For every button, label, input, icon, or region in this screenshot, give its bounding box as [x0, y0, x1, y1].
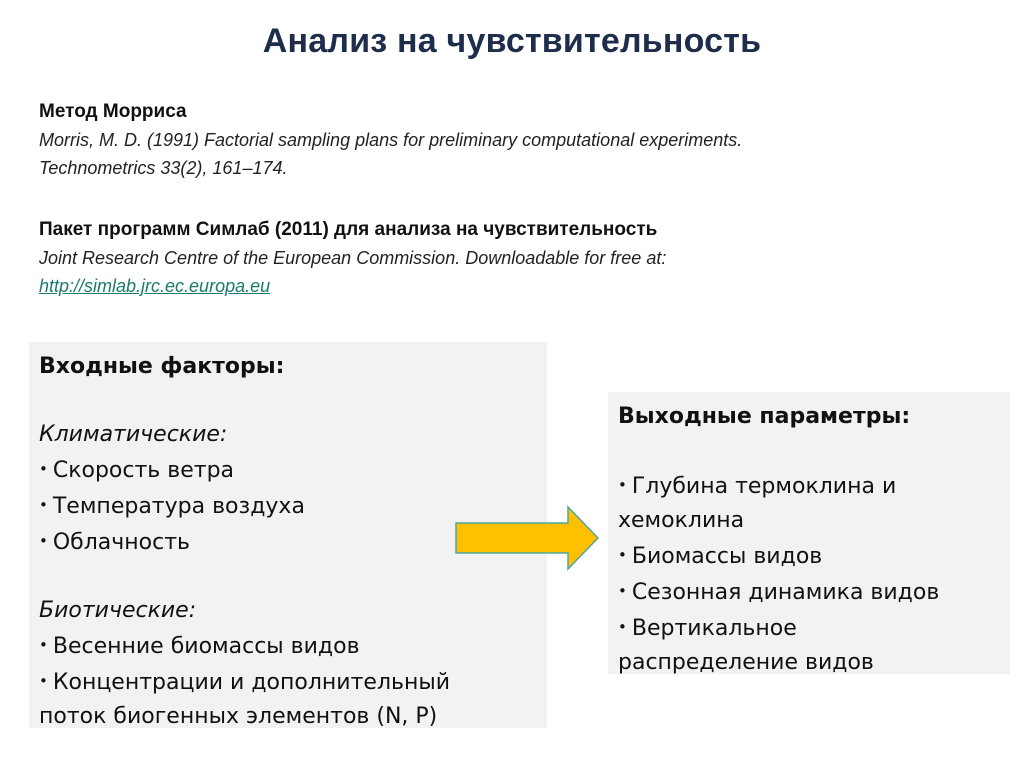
bullet-icon: •: [39, 496, 48, 514]
slide-title: Анализ на чувствительность: [262, 22, 762, 60]
output-parameters-heading: Выходные параметры:: [618, 404, 911, 429]
list-item: • Скорость ветра: [39, 458, 235, 483]
list-item-continuation: поток биогенных элементов (N, P): [39, 704, 438, 729]
morris-citation-line-1: Morris, M. D. (1991) Factorial sampling plans for preliminary computational experiments.: [39, 130, 743, 150]
bullet-icon: •: [618, 618, 627, 636]
simlab-link[interactable]: http://simlab.jrc.ec.europa.eu: [39, 276, 271, 296]
output-parameters-box: [608, 392, 1010, 674]
list-item: • Облачность: [39, 530, 191, 555]
morris-heading: Метод Морриса: [39, 101, 187, 122]
list-item: • Температура воздуха: [39, 494, 305, 519]
list-item: • Биомассы видов: [618, 544, 823, 569]
bullet-icon: •: [39, 532, 48, 550]
list-item: • Вертикальное: [618, 616, 797, 641]
biotic-group-title: Биотические:: [39, 598, 197, 623]
bullet-icon: •: [39, 672, 48, 690]
morris-reference: [39, 98, 999, 182]
list-item: • Глубина термоклина и: [618, 474, 897, 499]
list-item-continuation: распределение видов: [618, 650, 874, 675]
bullet-icon: •: [39, 460, 48, 478]
simlab-heading: Пакет программ Симлаб (2011) для анализа на чувствительность: [39, 219, 658, 240]
right-arrow-icon: [455, 505, 600, 571]
list-item: • Весенние биомассы видов: [39, 634, 360, 659]
list-item-continuation: хемоклина: [618, 508, 745, 533]
bullet-icon: •: [39, 636, 48, 654]
list-item: • Сезонная динамика видов: [618, 580, 940, 605]
input-factors-heading: Входные факторы:: [39, 354, 285, 379]
bullet-icon: •: [618, 476, 627, 494]
bullet-icon: •: [618, 582, 627, 600]
climatic-group-title: Климатические:: [39, 422, 228, 447]
simlab-reference: [39, 216, 999, 300]
list-item: • Концентрации и дополнительный: [39, 670, 451, 695]
morris-citation-line-2: Technometrics 33(2), 161–174.: [39, 158, 288, 178]
bullet-icon: •: [618, 546, 627, 564]
simlab-description: Joint Research Centre of the European Commission. Downloadable for free at:: [39, 248, 667, 268]
